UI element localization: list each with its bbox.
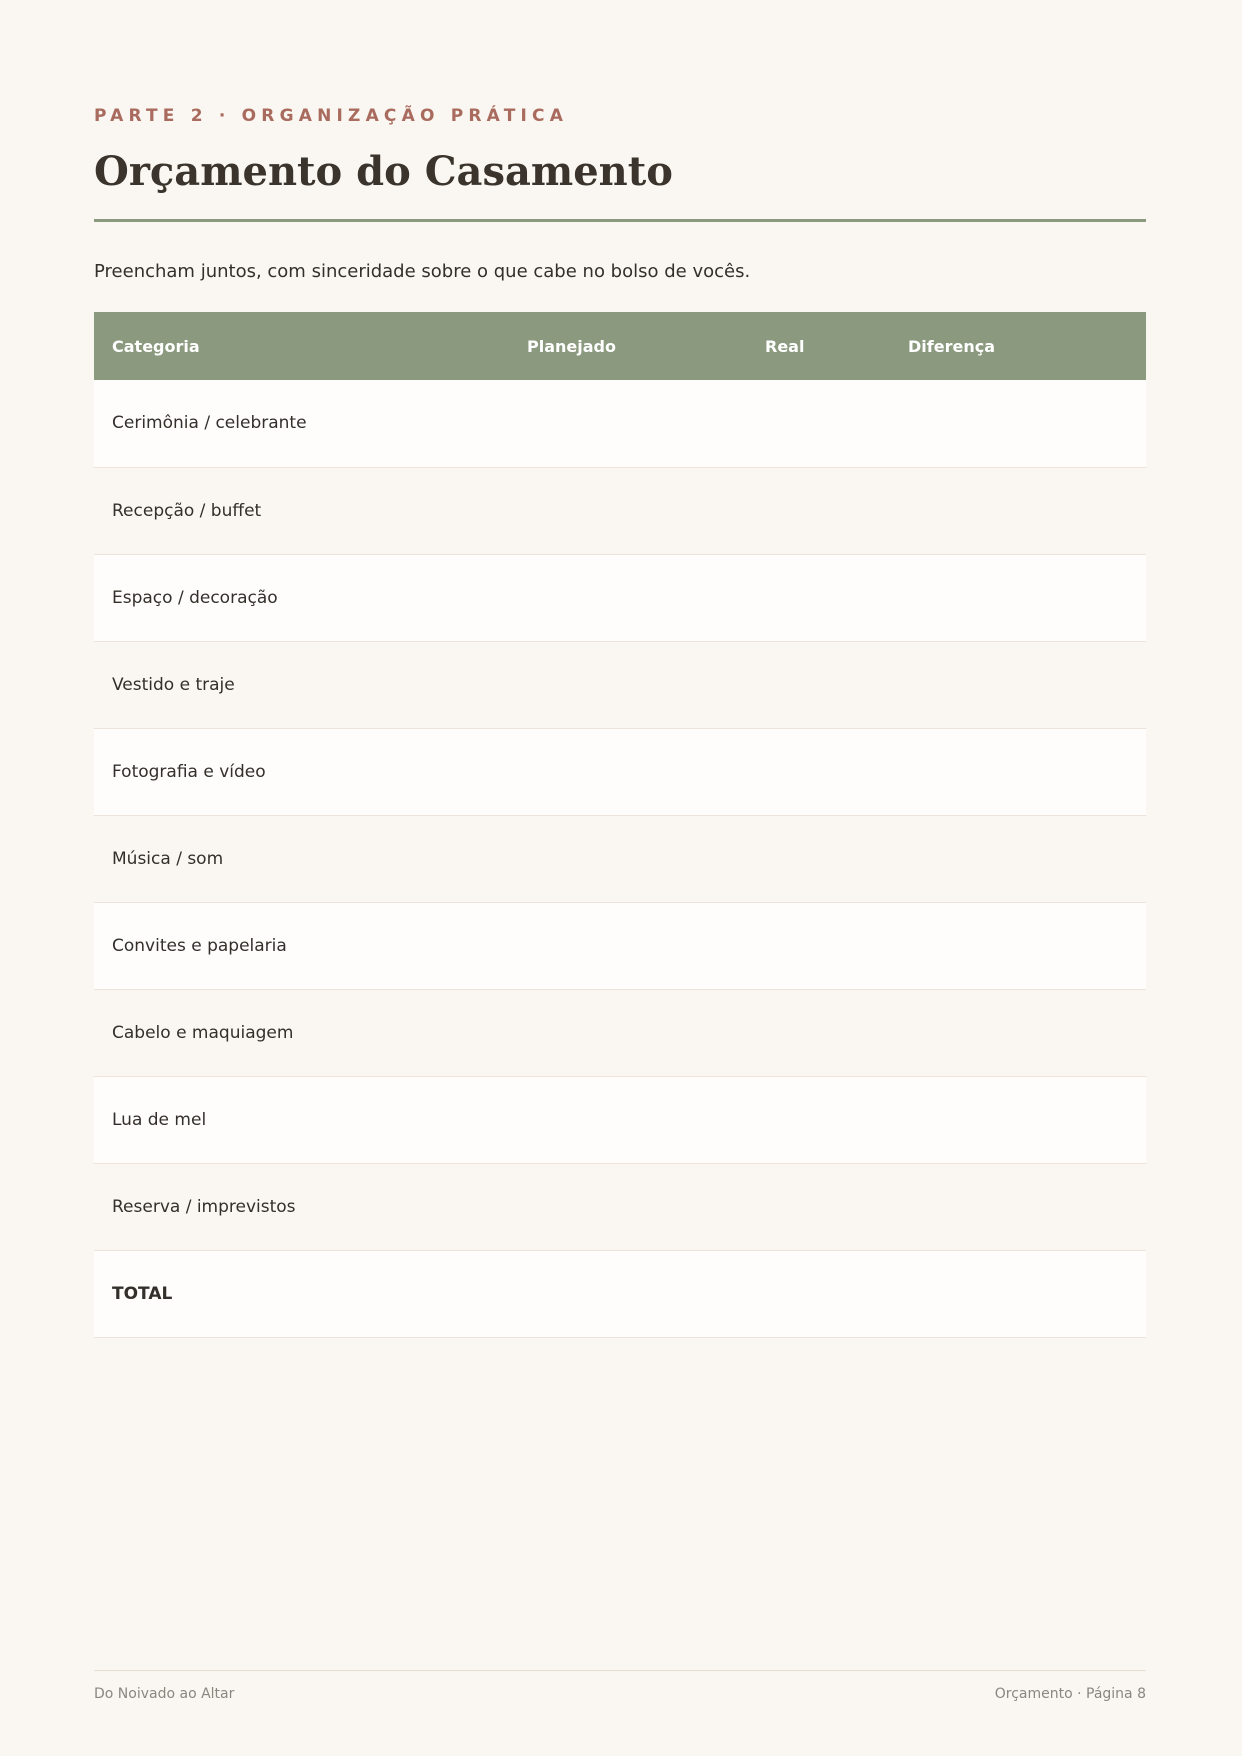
- actual-cell[interactable]: [747, 989, 890, 1076]
- difference-cell[interactable]: [890, 467, 1146, 554]
- difference-cell[interactable]: [890, 1076, 1146, 1163]
- footer-divider: [94, 1670, 1146, 1671]
- category-cell: Fotografia e vídeo: [112, 761, 266, 782]
- actual-cell[interactable]: [747, 380, 890, 467]
- category-cell: Vestido e traje: [112, 674, 235, 695]
- table-row: [94, 815, 1146, 902]
- planned-cell[interactable]: [509, 815, 747, 902]
- category-cell: Lua de mel: [112, 1109, 207, 1130]
- column-header-category: Categoria: [112, 336, 200, 356]
- table-row: [94, 1076, 1146, 1163]
- difference-cell[interactable]: [890, 902, 1146, 989]
- category-cell: Convites e papelaria: [112, 935, 287, 956]
- table-row: [94, 989, 1146, 1076]
- actual-cell[interactable]: [747, 1076, 890, 1163]
- planned-cell[interactable]: [509, 554, 747, 641]
- budget-table: [94, 312, 1146, 1338]
- table-row: [94, 467, 1146, 554]
- table-row: [94, 641, 1146, 728]
- actual-cell[interactable]: [747, 902, 890, 989]
- difference-cell[interactable]: [890, 989, 1146, 1076]
- table-row: [94, 902, 1146, 989]
- category-cell: Reserva / imprevistos: [112, 1196, 296, 1217]
- actual-cell[interactable]: [747, 1163, 890, 1250]
- footer-book-title: Do Noivado ao Altar: [94, 1686, 235, 1702]
- actual-cell[interactable]: [747, 641, 890, 728]
- difference-cell[interactable]: [890, 815, 1146, 902]
- actual-cell[interactable]: [747, 467, 890, 554]
- table-header-row: [94, 312, 1146, 380]
- table-row: [94, 1163, 1146, 1250]
- planned-cell[interactable]: [509, 902, 747, 989]
- category-cell: Cerimônia / celebrante: [112, 413, 307, 434]
- actual-total-cell[interactable]: [747, 1250, 890, 1337]
- category-cell: Música / som: [112, 848, 224, 869]
- difference-cell[interactable]: [890, 554, 1146, 641]
- column-header-difference: Diferença: [908, 336, 995, 356]
- planned-cell[interactable]: [509, 728, 747, 815]
- title-divider: [94, 219, 1146, 222]
- planned-cell[interactable]: [509, 467, 747, 554]
- difference-cell[interactable]: [890, 641, 1146, 728]
- actual-cell[interactable]: [747, 815, 890, 902]
- difference-total-cell[interactable]: [890, 1250, 1146, 1337]
- total-label: TOTAL: [112, 1283, 173, 1304]
- planned-cell[interactable]: [509, 989, 747, 1076]
- column-header-planned: Planejado: [527, 336, 616, 356]
- planned-cell[interactable]: [509, 380, 747, 467]
- actual-cell[interactable]: [747, 554, 890, 641]
- section-kicker: PARTE 2 · ORGANIZAÇÃO PRÁTICA: [94, 106, 569, 126]
- category-cell: Espaço / decoração: [112, 587, 278, 608]
- footer-page-number: Orçamento · Página 8: [994, 1686, 1146, 1702]
- total-row: [94, 1250, 1146, 1337]
- intro-text: Preencham juntos, com sinceridade sobre o que cabe no bolso de vocês.: [94, 261, 751, 282]
- planned-cell[interactable]: [509, 1076, 747, 1163]
- planned-cell[interactable]: [509, 641, 747, 728]
- difference-cell[interactable]: [890, 728, 1146, 815]
- table-row: [94, 380, 1146, 467]
- planned-cell[interactable]: [509, 1163, 747, 1250]
- category-cell: Cabelo e maquiagem: [112, 1022, 294, 1043]
- category-cell: Recepção / buffet: [112, 500, 262, 521]
- table-row: [94, 554, 1146, 641]
- actual-cell[interactable]: [747, 728, 890, 815]
- page-title: Orçamento do Casamento: [94, 148, 673, 195]
- planned-total-cell[interactable]: [509, 1250, 747, 1337]
- difference-cell[interactable]: [890, 1163, 1146, 1250]
- column-header-actual: Real: [765, 336, 805, 356]
- table-row: [94, 728, 1146, 815]
- difference-cell[interactable]: [890, 380, 1146, 467]
